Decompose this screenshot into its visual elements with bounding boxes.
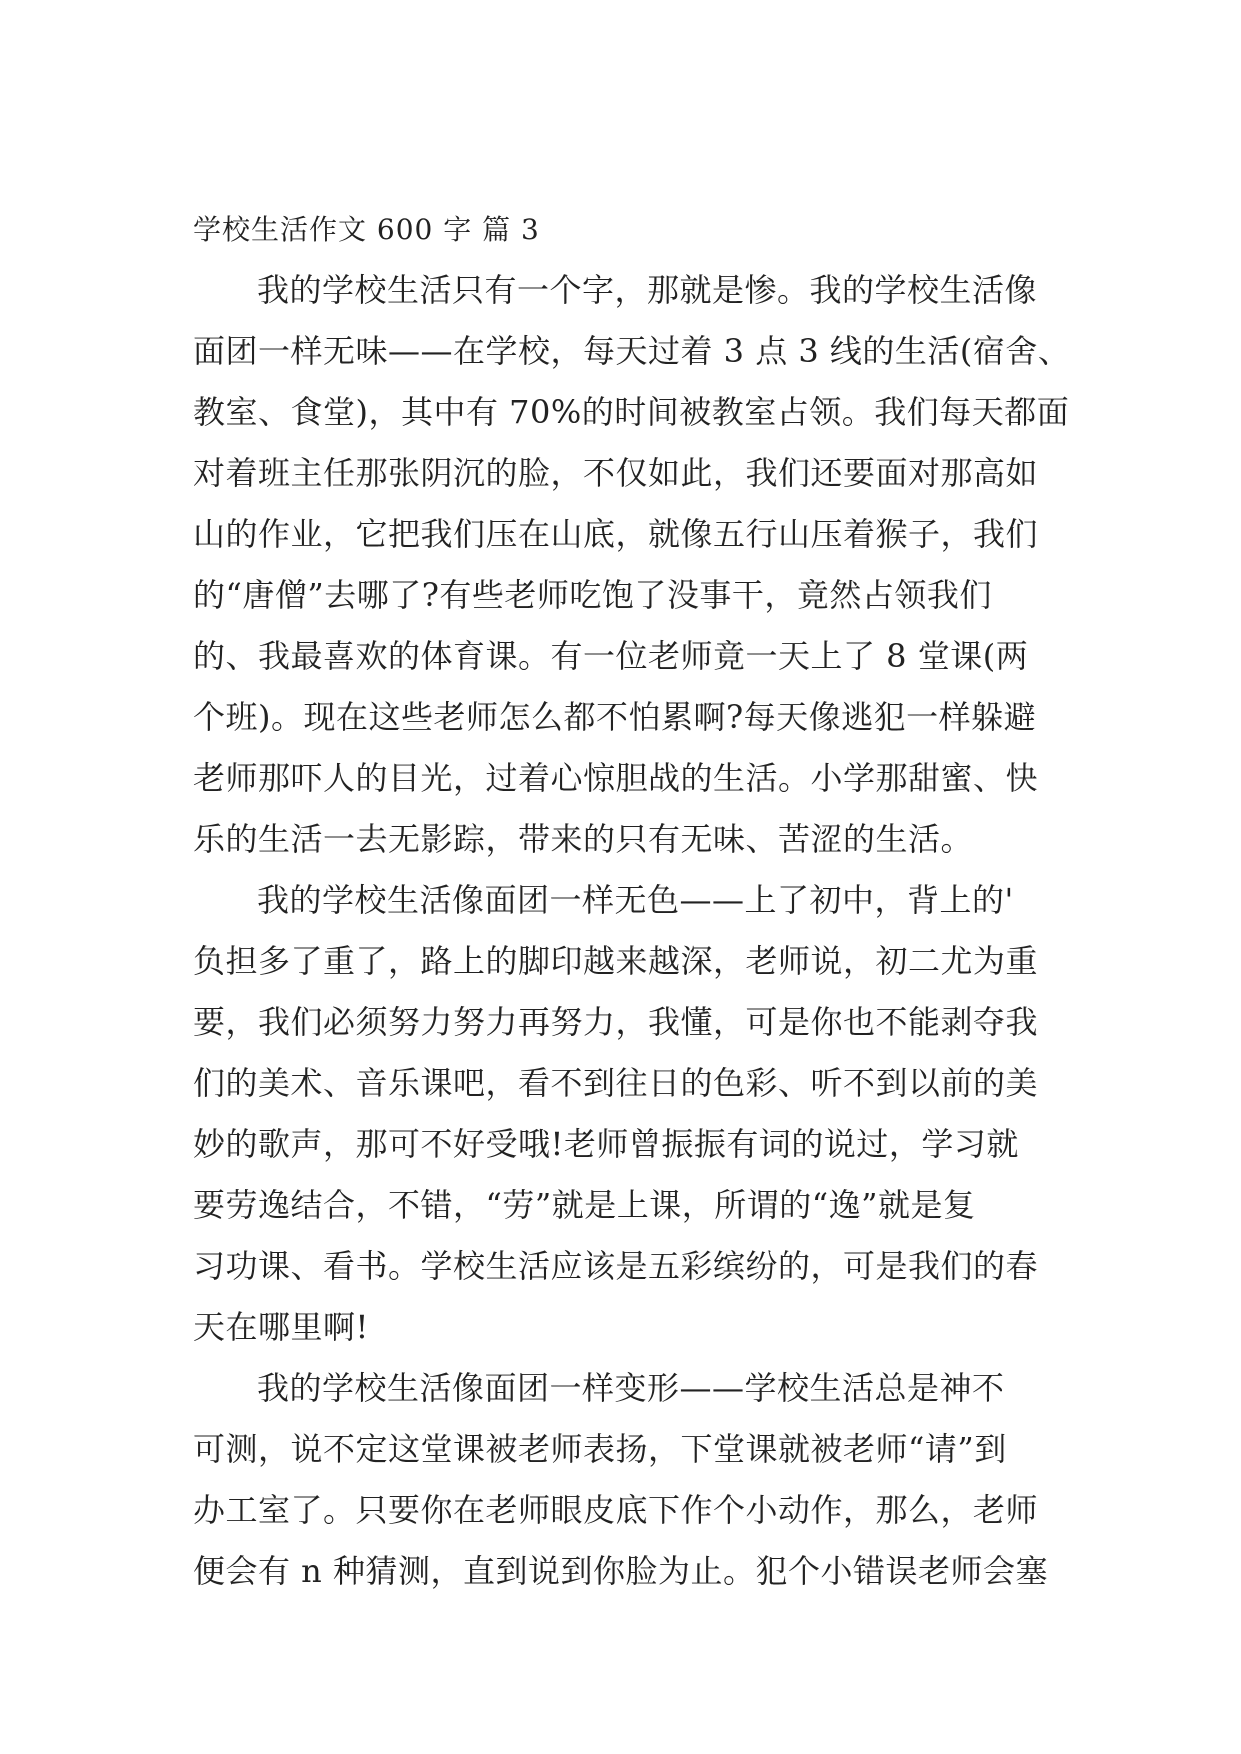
document-body bbox=[193, 200, 1071, 1602]
text-line: 山的作业，它把我们压在山底，就像五行山压着猴子，我们 bbox=[193, 515, 1039, 553]
text-line: 天在哪里啊! bbox=[193, 1308, 369, 1346]
text-line: 便会有 n 种猜测，直到说到你脸为止。犯个小错误老师会塞 bbox=[193, 1552, 1048, 1590]
text-line: 习功课、看书。学校生活应该是五彩缤纷的，可是我们的春 bbox=[193, 1247, 1039, 1285]
text-line: 的“唐僧”去哪了?有些老师吃饱了没事干，竟然占领我们 bbox=[193, 576, 992, 614]
text-line: 要劳逸结合，不错，“劳”就是上课，所谓的“逸”就是复 bbox=[193, 1186, 976, 1224]
text-line: 面团一样无味——在学校，每天过着 3 点 3 线的生活(宿舍、 bbox=[193, 332, 1071, 370]
text-line: 负担多了重了，路上的脚印越来越深，老师说，初二尤为重 bbox=[193, 942, 1039, 980]
paragraph bbox=[193, 1358, 1055, 1602]
text-line: 对着班主任那张阴沉的脸，不仅如此，我们还要面对那高如 bbox=[193, 454, 1039, 492]
text-line: 我的学校生活像面团一样变形——学校生活总是神不 bbox=[257, 1369, 1005, 1407]
text-line: 乐的生活一去无影踪，带来的只有无味、苦涩的生活。 bbox=[193, 820, 974, 858]
text-line: 教室、食堂)，其中有 70%的时间被教室占领。我们每天都面 bbox=[193, 393, 1070, 431]
text-line: 办工室了。只要你在老师眼皮底下作个小动作，那么，老师 bbox=[193, 1491, 1039, 1529]
essay-title: 学校生活作文 600 字 篇 3 bbox=[193, 213, 540, 246]
text-line: 妙的歌声，那可不好受哦!老师曾振振有词的说过，学习就 bbox=[193, 1125, 1019, 1163]
paragraph bbox=[193, 260, 1071, 870]
text-line: 的、我最喜欢的体育课。有一位老师竟一天上了 8 堂课(两 bbox=[193, 637, 1029, 675]
paragraph bbox=[193, 870, 1055, 1358]
text-line: 个班)。现在这些老师怎么都不怕累啊?每天像逃犯一样躲避 bbox=[193, 698, 1037, 736]
text-line: 老师那吓人的目光，过着心惊胆战的生活。小学那甜蜜、快 bbox=[193, 759, 1039, 797]
text-line: 可测，说不定这堂课被老师表扬，下堂课就被老师“请”到 bbox=[193, 1430, 1007, 1468]
text-line: 要，我们必须努力努力再努力，我懂，可是你也不能剥夺我 bbox=[193, 1003, 1039, 1041]
text-line: 我的学校生活像面团一样无色——上了初中，背上的' bbox=[257, 881, 1014, 919]
text-line: 们的美术、音乐课吧，看不到往日的色彩、听不到以前的美 bbox=[193, 1064, 1039, 1102]
text-line: 我的学校生活只有一个字，那就是惨。我的学校生活像 bbox=[257, 271, 1038, 309]
